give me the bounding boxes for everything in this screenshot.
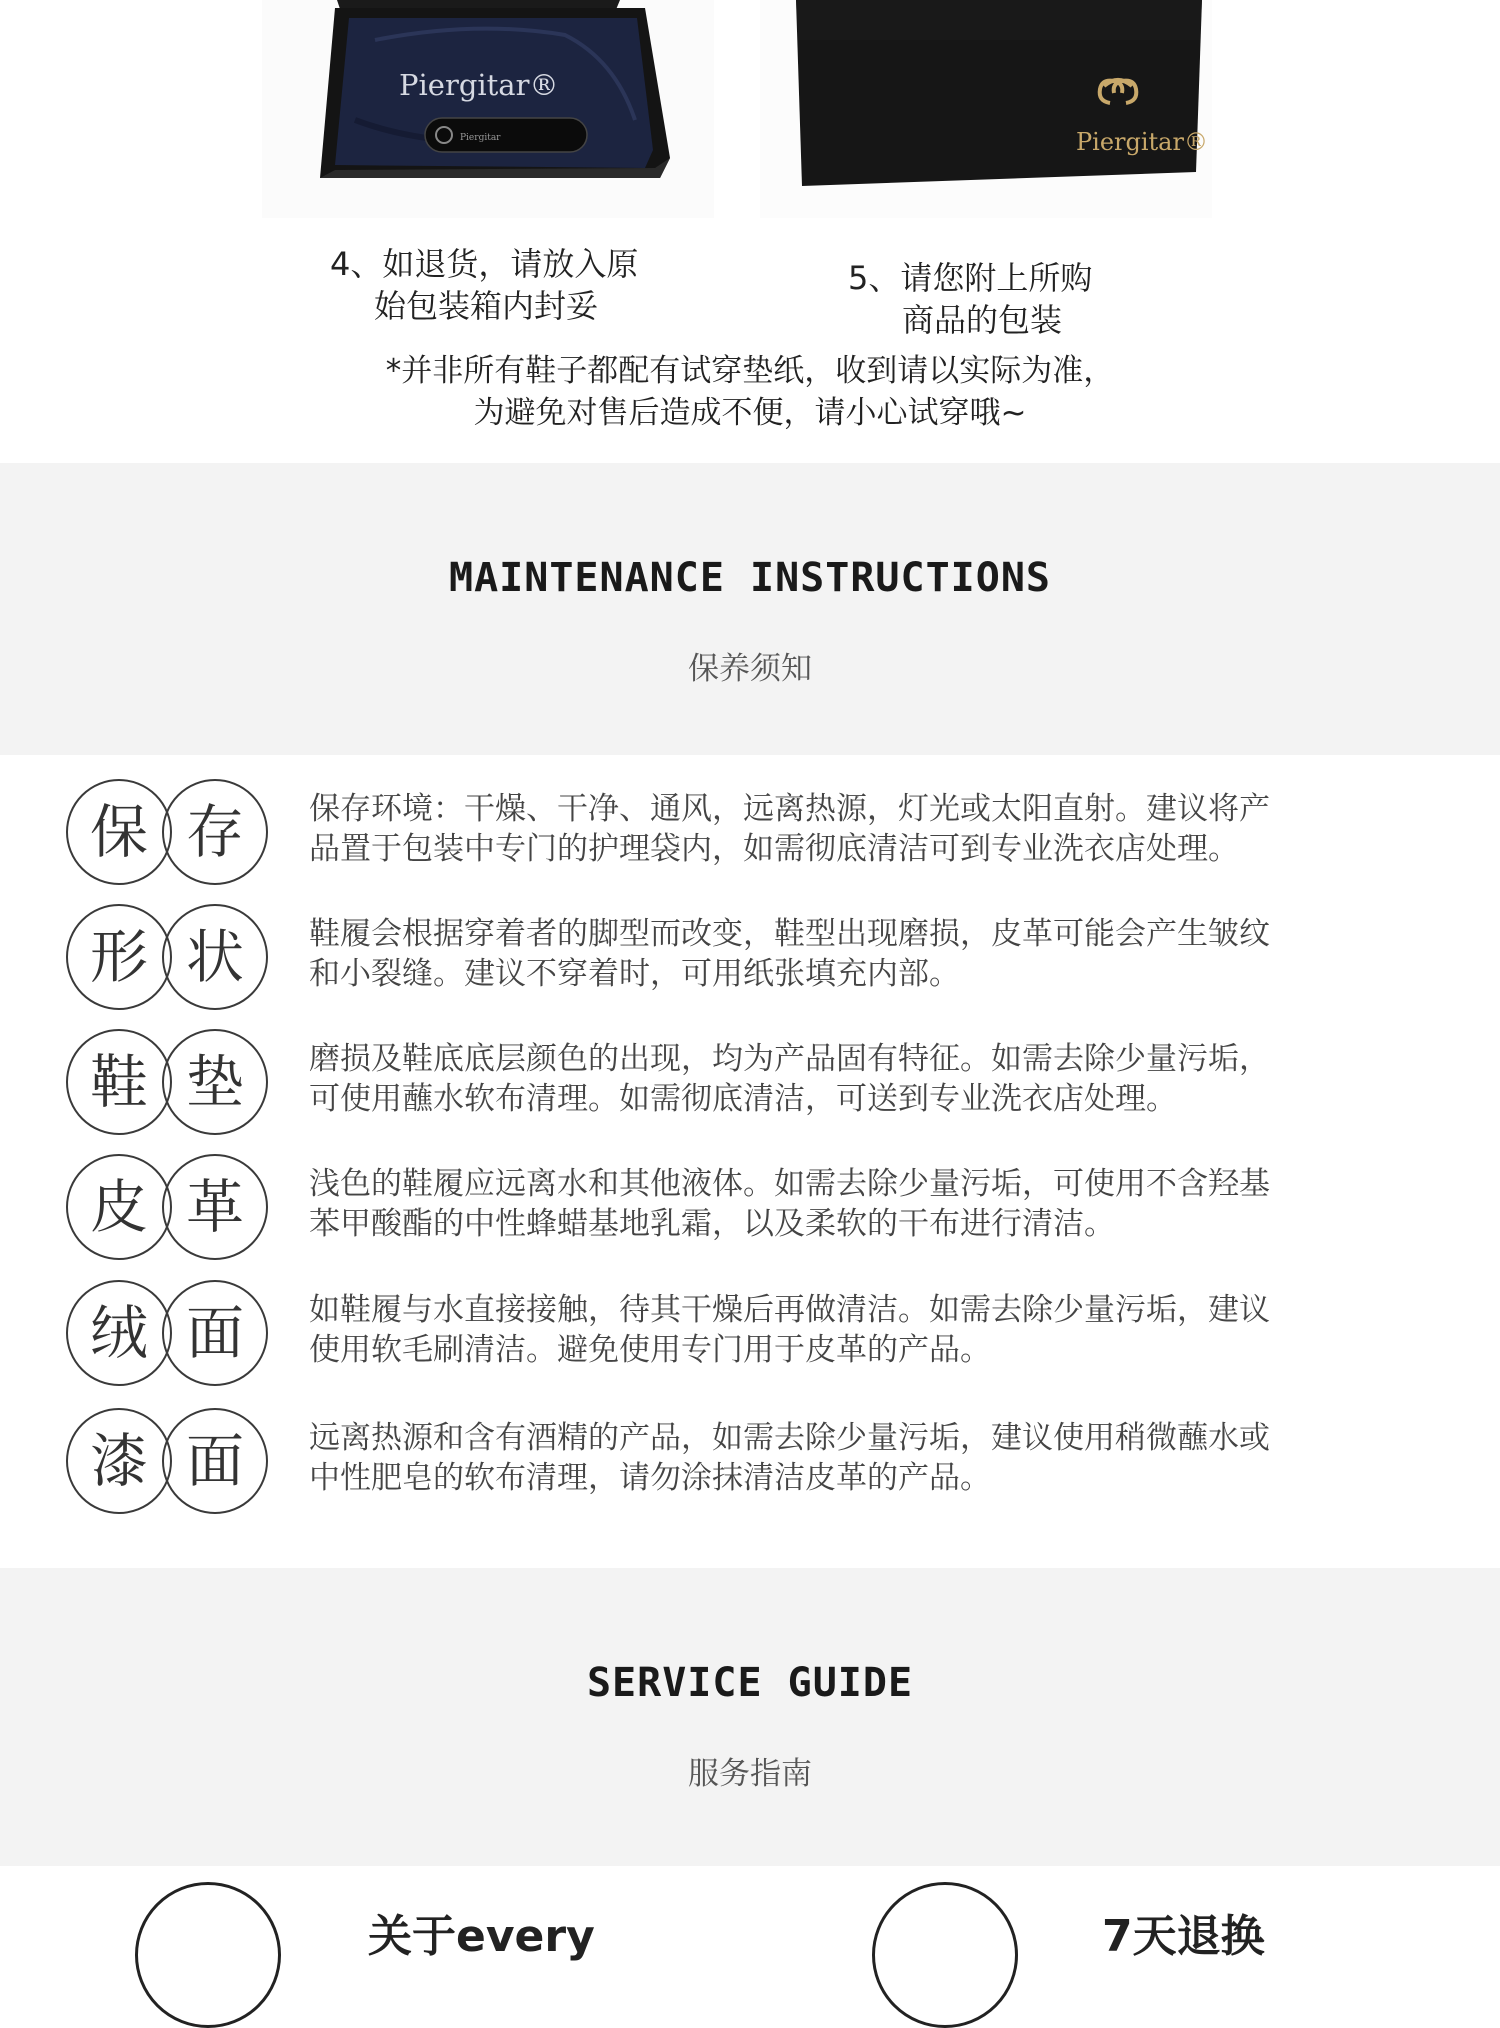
care-description <box>309 1039 1379 1119</box>
care-line-1: 鞋履会根据穿着者的脚型而改变，鞋型出现磨损，皮革可能会产生皱纹 <box>309 916 1270 952</box>
care-line-2: 中性肥皂的软布清理，请勿涂抹清洁皮革的产品。 <box>309 1460 991 1496</box>
step-4-line2: 始包装箱内封妥 <box>374 287 599 325</box>
service-title: SERVICE GUIDE <box>586 1660 914 1706</box>
care-description <box>309 1290 1379 1370</box>
care-line-2: 品置于包装中专门的护理袋内，如需彻底清洁可到专业洗衣店处理。 <box>309 831 1239 867</box>
care-badge-char-2: 垫 <box>162 1029 268 1135</box>
service-label-left: 关于every <box>368 1911 595 1962</box>
service-icon-right <box>872 1882 1018 2028</box>
care-badge-char-1: 鞋 <box>66 1029 172 1135</box>
care-badge-char-2: 状 <box>162 904 268 1010</box>
open-box-brand-text: Piergitar® <box>399 68 559 102</box>
care-badge-char-2: 存 <box>162 779 268 885</box>
care-row-shape <box>0 904 1500 1026</box>
maintenance-title: MAINTENANCE INSTRUCTIONS <box>449 555 1051 601</box>
care-badge-char-1: 皮 <box>66 1154 172 1260</box>
care-description <box>309 914 1379 994</box>
step-4-line1: 4、如退货，请放入原 <box>330 245 639 283</box>
step-4-caption <box>330 243 660 327</box>
care-row-patent <box>0 1408 1500 1530</box>
care-badge-char-2: 面 <box>162 1408 268 1514</box>
step-5-caption <box>848 257 1128 341</box>
care-badge-char-2: 面 <box>162 1280 268 1386</box>
fitting-note-line1: *并非所有鞋子都配有试穿垫纸，收到请以实际为准， <box>385 353 1115 389</box>
care-badge-char-2: 革 <box>162 1154 268 1260</box>
step-5-line2: 商品的包装 <box>902 301 1063 339</box>
service-subtitle: 服务指南 <box>688 1756 812 1792</box>
shoehorn-brand-text: Piergitar <box>460 133 501 143</box>
care-description <box>309 789 1379 869</box>
care-line-1: 浅色的鞋履应远离水和其他液体。如需去除少量污垢，可使用不含羟基 <box>309 1166 1270 1202</box>
care-description <box>309 1418 1379 1498</box>
care-badge-char-1: 形 <box>66 904 172 1010</box>
care-line-1: 保存环境：干燥、干净、通风，远离热源，灯光或太阳直射。建议将产 <box>309 791 1270 827</box>
care-badge-char-1: 漆 <box>66 1408 172 1514</box>
care-row-suede <box>0 1280 1500 1402</box>
care-line-2: 和小裂缝。建议不穿着时，可用纸张填充内部。 <box>309 956 960 992</box>
fitting-note <box>0 350 1500 434</box>
service-header-band <box>0 1568 1500 1866</box>
care-row-insole <box>0 1029 1500 1151</box>
care-badge-char-1: 保 <box>66 779 172 885</box>
service-label-right: 7天退换 <box>1102 1911 1265 1962</box>
open-gift-box-image <box>315 0 670 198</box>
care-line-2: 使用软毛刷清洁。避免使用专门用于皮革的产品。 <box>309 1332 991 1368</box>
step-5-line1: 5、请您附上所购 <box>848 259 1093 297</box>
care-badge-char-1: 绒 <box>66 1280 172 1386</box>
care-line-2: 苯甲酸酯的中性蜂蜡基地乳霜，以及柔软的干布进行清洁。 <box>309 1206 1115 1242</box>
care-row-storage <box>0 779 1500 901</box>
care-line-2: 可使用蘸水软布清理。如需彻底清洁，可送到专业洗衣店处理。 <box>309 1081 1177 1117</box>
closed-box-brand-text: Piergitar® <box>1076 128 1208 156</box>
care-row-leather <box>0 1154 1500 1276</box>
service-icon-left <box>135 1882 281 2028</box>
care-line-1: 远离热源和含有酒精的产品，如需去除少量污垢，建议使用稍微蘸水或 <box>309 1420 1270 1456</box>
closed-gift-box-image <box>792 0 1208 186</box>
care-line-1: 如鞋履与水直接接触，待其干燥后再做清洁。如需去除少量污垢，建议 <box>309 1292 1270 1328</box>
maintenance-subtitle: 保养须知 <box>688 651 812 687</box>
care-line-1: 磨损及鞋底底层颜色的出现，均为产品固有特征。如需去除少量污垢， <box>309 1041 1270 1077</box>
care-description <box>309 1164 1379 1244</box>
maintenance-header-band <box>0 463 1500 755</box>
fitting-note-line2: 为避免对售后造成不便，请小心试穿哦~ <box>473 395 1027 431</box>
